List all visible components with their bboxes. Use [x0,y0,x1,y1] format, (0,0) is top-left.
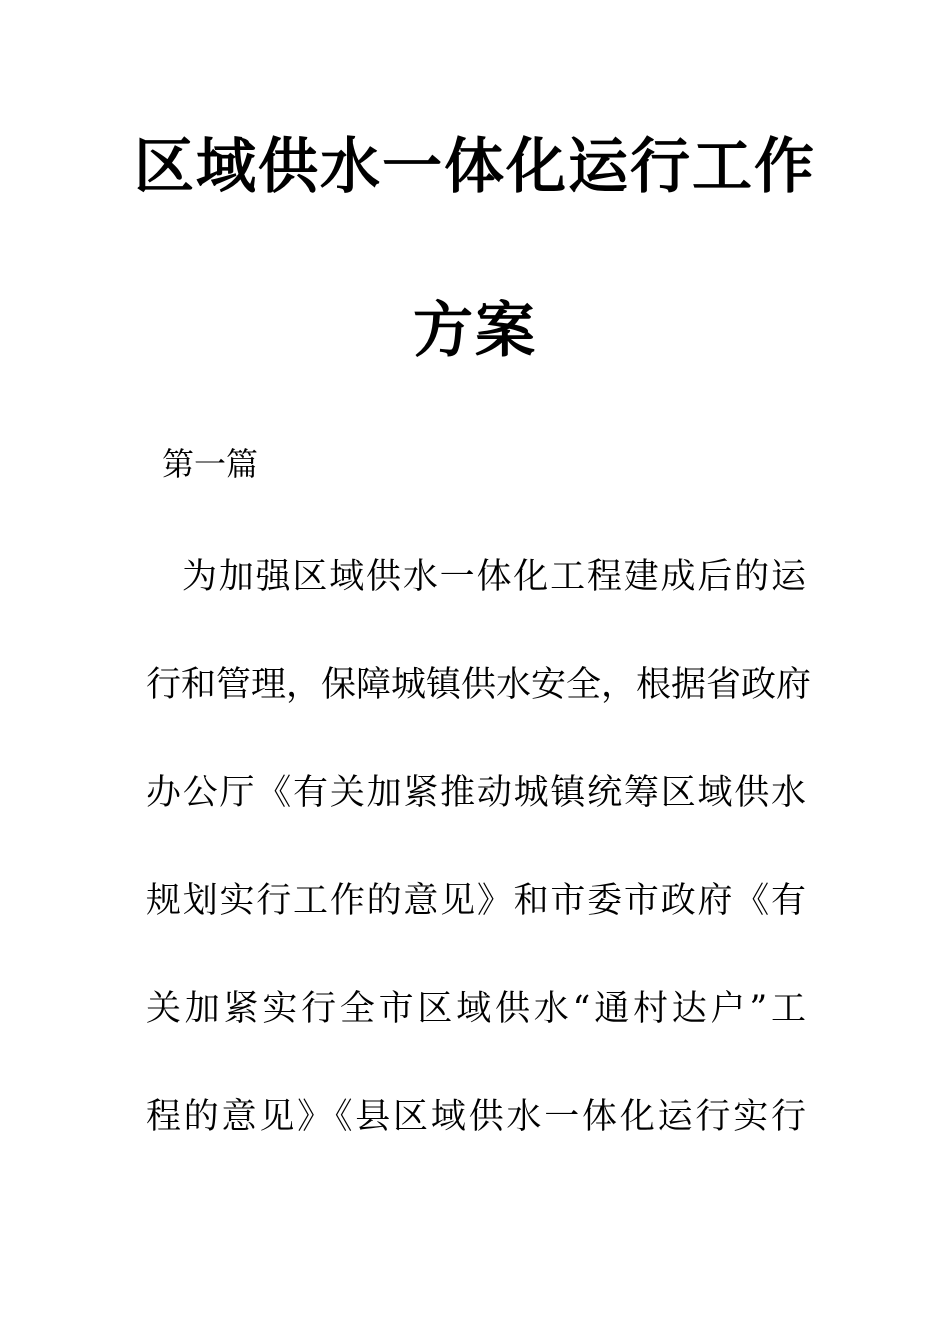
document-title-line-2: 方案 [413,296,537,366]
body-line-3: 办公厅《有关加紧推动城镇统筹区域供水 [146,773,806,813]
body-line-6: 程的意见》《县区域供水一体化运行实行 [146,1097,806,1137]
body-line-4: 规划实行工作的意见》和市委市政府《有 [146,881,806,921]
body-line-5: 关加紧实行全市区域供水“通村达户”工 [146,989,806,1029]
document-title-line-1: 区域供水一体化运行工作 [134,132,816,202]
section-label: 第一篇 [162,445,259,483]
body-line-1: 为加强区域供水一体化工程建成后的运 [182,557,806,597]
body-line-2: 行和管理，保障城镇供水安全，根据省政府 [146,665,812,705]
